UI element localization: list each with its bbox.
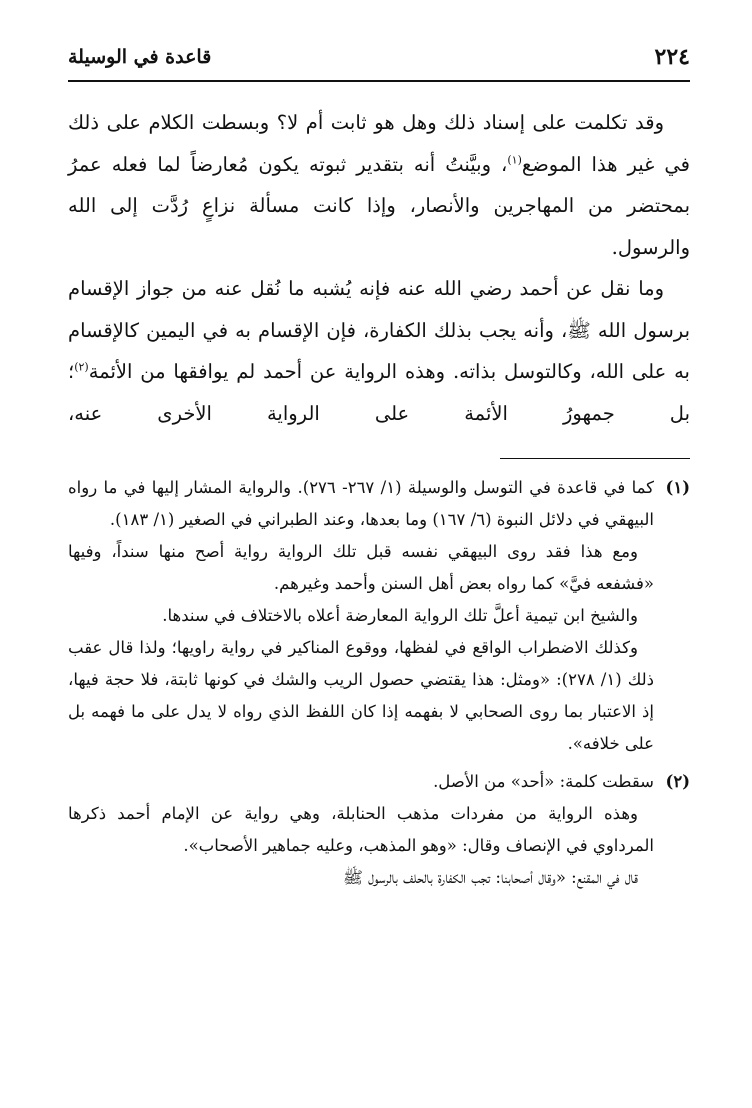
running-title: قاعدة في الوسيلة bbox=[68, 46, 212, 68]
paragraph-1-text-b: ، وبيَّنتُ أنه بتقدير ثبوته يكون مُعارضاً لما فعله عمرُ بمحتضر من المهاجرين والأنصار، وإذا كانت مسألة نزاعٍ رُدَّت إلى الله والرسول. bbox=[68, 152, 690, 259]
main-text bbox=[68, 102, 690, 434]
footnote-ref-2[interactable]: (٢) bbox=[74, 360, 89, 374]
page-header bbox=[68, 42, 690, 82]
paragraph-1 bbox=[68, 102, 690, 268]
paragraph-2-text-b: ؛ بل جمهورُ الأئمة على الرواية الأخرى عنه، bbox=[68, 360, 690, 425]
footnote-2 bbox=[68, 766, 690, 894]
footnote-2-paragraph: قال في المقنع: «وقال أصحابنا: تجب الكفارة بالحلف بالرسول ﷺ bbox=[342, 868, 638, 887]
footnote-number: (١) bbox=[665, 478, 690, 497]
footnote-ref-1[interactable]: (١) bbox=[507, 153, 522, 166]
footnote-number: (٢) bbox=[665, 772, 690, 791]
page-number: ٢٢٤ bbox=[654, 44, 690, 70]
paragraph-1-text-a: وقد تكلمت على إسناد ذلك وهل هو ثابت أم لا؟ وبسطت الكلام على ذلك في غير هذا الموضع bbox=[68, 111, 690, 176]
footnote-1-paragraph: وكذلك الاضطراب الواقع في لفظها، ووقوع المناكير في رواية راويها؛ ولذا قال عقب ذلك (١/ ٢٧٨): «ومثل: هذا يقتضي حصول الريب والشك في كونها ثابتة، فلا حجة فيها، إذ الاعتبار بما روى الصحابي لا بفهمه إذا كان اللفظ الذي رواه لا يدل على ما فهمه بل على خلافه». bbox=[68, 638, 654, 753]
footnote-2-paragraph: سقطت كلمة: «أحد» من الأصل. bbox=[433, 772, 654, 791]
paragraph-2-text-a: وما نقل عن أحمد رضي الله عنه فإنه يُشبه ما نُقل عنه من جواز الإقسام برسول الله ﷺ، وأنه يجب بذلك الكفارة، فإن الإقسام به في اليمين كالإقسام به على الله، وكالتوسل بذاته. وهذه الرواية عن أحمد لم يوافقها من الأئمة bbox=[68, 277, 690, 383]
footnote-1-paragraph: كما في قاعدة في التوسل والوسيلة (١/ ٢٦٧- ٢٧٦). والرواية المشار إليها في ما رواه البيهقي في دلائل النبوة (٦/ ١٦٧) وما بعدها، وعند الطبراني في الصغير (١/ ١٨٣). bbox=[68, 478, 654, 529]
footnote-2-paragraph: وهذه الرواية من مفردات مذهب الحنابلة، وهي رواية عن الإمام أحمد ذكرها المرداوي في الإنصاف وقال: «وهو المذهب، وعليه جماهير الأصحاب». bbox=[68, 804, 654, 855]
footnote-1-paragraph: ومع هذا فقد روى البيهقي نفسه قبل تلك الرواية رواية أصح منها سنداً، وفيها «فشفعه فيَّ» كما رواه بعض أهل السنن وأحمد وغيرهم. bbox=[68, 542, 654, 593]
footnotes bbox=[68, 472, 690, 900]
paragraph-2 bbox=[68, 268, 690, 434]
footnote-1 bbox=[68, 472, 690, 760]
footnote-separator bbox=[500, 458, 690, 459]
footnote-1-paragraph: والشيخ ابن تيمية أعلَّ تلك الرواية المعارضة أعلاه بالاختلاف في سندها. bbox=[162, 606, 638, 625]
